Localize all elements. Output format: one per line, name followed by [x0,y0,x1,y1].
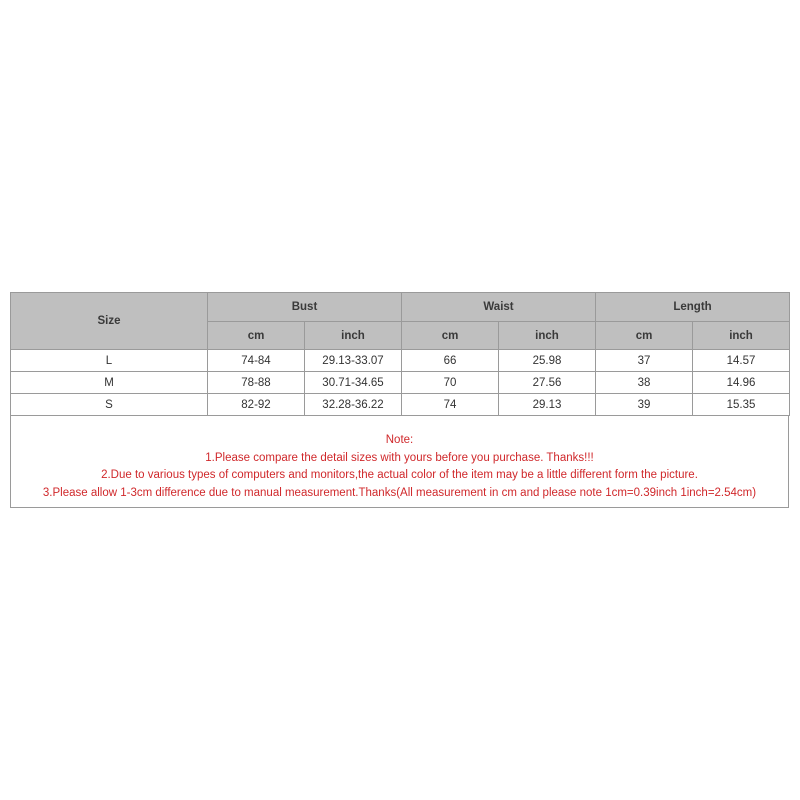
table-cell: 39 [596,394,693,416]
table-cell: 14.96 [693,372,790,394]
header-row-groups [11,293,790,322]
table-cell: 27.56 [499,372,596,394]
waist-group-header: Waist [402,293,596,322]
note-line-3: 3.Please allow 1-3cm difference due to manual measurement.Thanks(All measurement in cm and please note 1cm=0.39inch 1inch=2.54cm) [42,486,757,499]
table-cell: 82-92 [208,394,305,416]
note-line-1: 1.Please compare the detail sizes with yours before you purchase. Thanks!!! [205,451,594,464]
bust-group-header: Bust [208,293,402,322]
table-cell: 70 [402,372,499,394]
table-cell: 15.35 [693,394,790,416]
table-cell: 29.13-33.07 [305,350,402,372]
size-table [10,292,790,416]
table-cell: 25.98 [499,350,596,372]
unit-header: cm [208,322,305,350]
size-cell: S [11,394,208,416]
table-cell: 32.28-36.22 [305,394,402,416]
size-cell: L [11,350,208,372]
size-cell: M [11,372,208,394]
length-group-header: Length [596,293,790,322]
table-cell: 74-84 [208,350,305,372]
table-row [11,394,790,416]
notes-box [10,416,789,508]
note-line-2: 2.Due to various types of computers and monitors,the actual color of the item may be a little different form the picture. [101,469,698,481]
table-cell: 29.13 [499,394,596,416]
unit-header: cm [596,322,693,350]
table-row [11,372,790,394]
table-cell: 66 [402,350,499,372]
table-cell: 78-88 [208,372,305,394]
size-column-header: Size [11,293,208,350]
table-cell: 38 [596,372,693,394]
unit-header: inch [305,322,402,350]
table-cell: 37 [596,350,693,372]
table-row [11,350,790,372]
table-cell: 74 [402,394,499,416]
size-chart [10,292,789,508]
unit-header: inch [693,322,790,350]
unit-header: inch [499,322,596,350]
unit-header: cm [402,322,499,350]
table-cell: 30.71-34.65 [305,372,402,394]
table-cell: 14.57 [693,350,790,372]
note-title: Note: [385,434,414,446]
